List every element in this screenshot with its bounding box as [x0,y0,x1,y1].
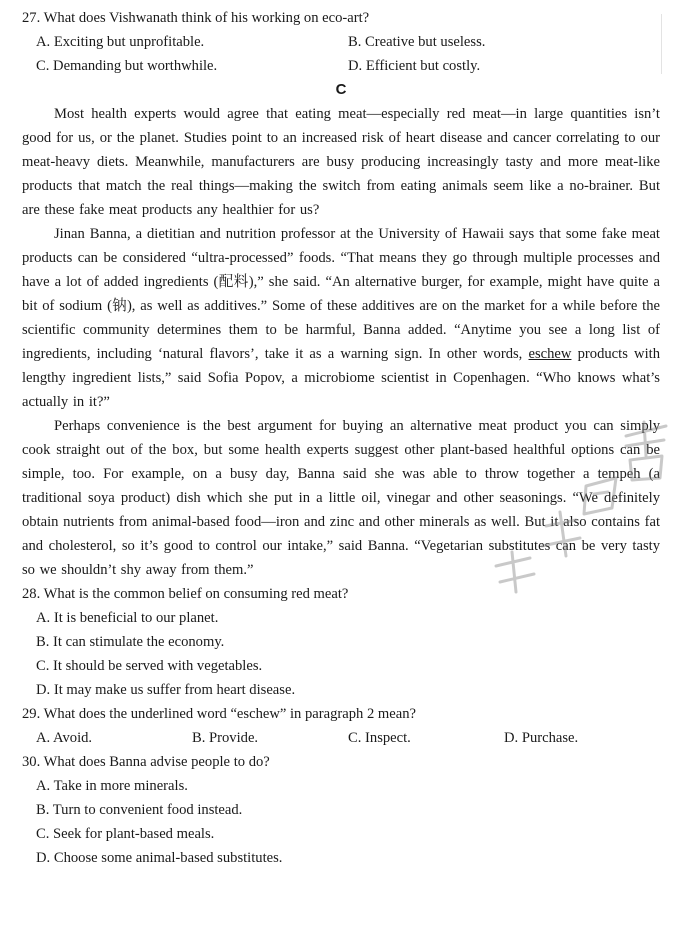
question-28 [22,582,660,702]
question-30-option-d: D. Choose some animal-based substitutes. [36,850,283,866]
passage-paragraph-3: Perhaps convenience is the best argument for buying an alternative meat product you can simply cook straight out of the box, but some health experts suggest other plant-based healthful options can be simple, too. For example, on a busy day, Banna said she was able to throw together a tempeh (a traditional soya product) dish which she put in a little oil, vinegar and other seasonings. “We definitely obtain nutrients from animal-based food—iron and zinc and other minerals as well. But it also contains fat and cholesterol, so it’s good to control our intake,” said Banna. “Vegetarian substitutes can be very tasty so we shouldn’t shy away from them.” [22,418,660,578]
question-29-option-c: C. Inspect. [348,730,411,746]
question-28-option-a: A. It is beneficial to our planet. [36,610,219,626]
question-28-options [22,606,660,702]
question-29-option-b: B. Provide. [192,730,259,746]
question-28-stem: 28. What is the common belief on consuming red meat? [22,586,349,602]
question-27-option-b: B. Creative but useless. [348,34,486,50]
question-27 [22,6,660,78]
question-30-options [22,774,660,870]
question-27-option-d: D. Efficient but costly. [348,58,481,74]
question-27-option-c: C. Demanding but worthwhile. [36,58,218,74]
question-29-stem: 29. What does the underlined word “eschew” in paragraph 2 mean? [22,706,417,722]
margin-mark [661,14,672,74]
question-30-option-a: A. Take in more minerals. [36,778,188,794]
reading-passage [22,102,660,582]
question-27-options [22,30,660,78]
question-29-option-d: D. Purchase. [504,730,579,746]
question-27-option-a: A. Exciting but unprofitable. [36,34,205,50]
question-30 [22,750,660,870]
question-27-stem: 27. What does Vishwanath think of his working on eco-art? [22,10,370,26]
question-29-options [22,726,660,750]
question-30-option-c: C. Seek for plant-based meals. [36,826,215,842]
underlined-word-eschew: eschew [528,346,572,362]
passage-paragraph-1: Most health experts would agree that eating meat—especially red meat—in large quantities isn’t good for us, or the planet. Studies point to an increased risk of heart disease and cancer correlating to our meat-heavy diets. Meanwhile, manufacturers are busy producing increasingly tasty and more meat-like products that match the real things—making the switch from eating animals seem like a no-brainer. But are these fake meat products any healthier for us? [22,106,660,218]
question-29-option-a: A. Avoid. [36,730,93,746]
question-30-stem: 30. What does Banna advise people to do? [22,754,270,770]
section-heading: C [335,81,347,98]
question-29 [22,702,660,750]
passage-paragraph-2-part-1: Jinan Banna, a dietitian and nutrition professor at the University of Hawaii says that some fake meat products can be considered “ultra-processed” foods. “That means they go through multiple processes and have a lot of added ingredients (配料),” she said. “An alternative burger, for example, might have quite a bit of sodium (钠), as well as additives.” Some of these additives are on the market for a while before the scientific community determines them to be harmful, Banna added. “Anytime you see a long list of ingredients, including ‘natural flavors’, take it as a warning sign. In other words, [22,226,660,362]
passage-paragraph-2-part-2: products with lengthy ingredient lists,” said Sofia Popov, a microbiome scientist in Copenhagen. “Who knows what’s actually in it?” [22,346,660,410]
passage-paragraph-2 [22,222,660,414]
question-28-option-d: D. It may make us suffer from heart disease. [36,682,296,698]
question-28-option-c: C. It should be served with vegetables. [36,658,263,674]
question-30-option-b: B. Turn to convenient food instead. [36,802,243,818]
question-28-option-b: B. It can stimulate the economy. [36,634,225,650]
